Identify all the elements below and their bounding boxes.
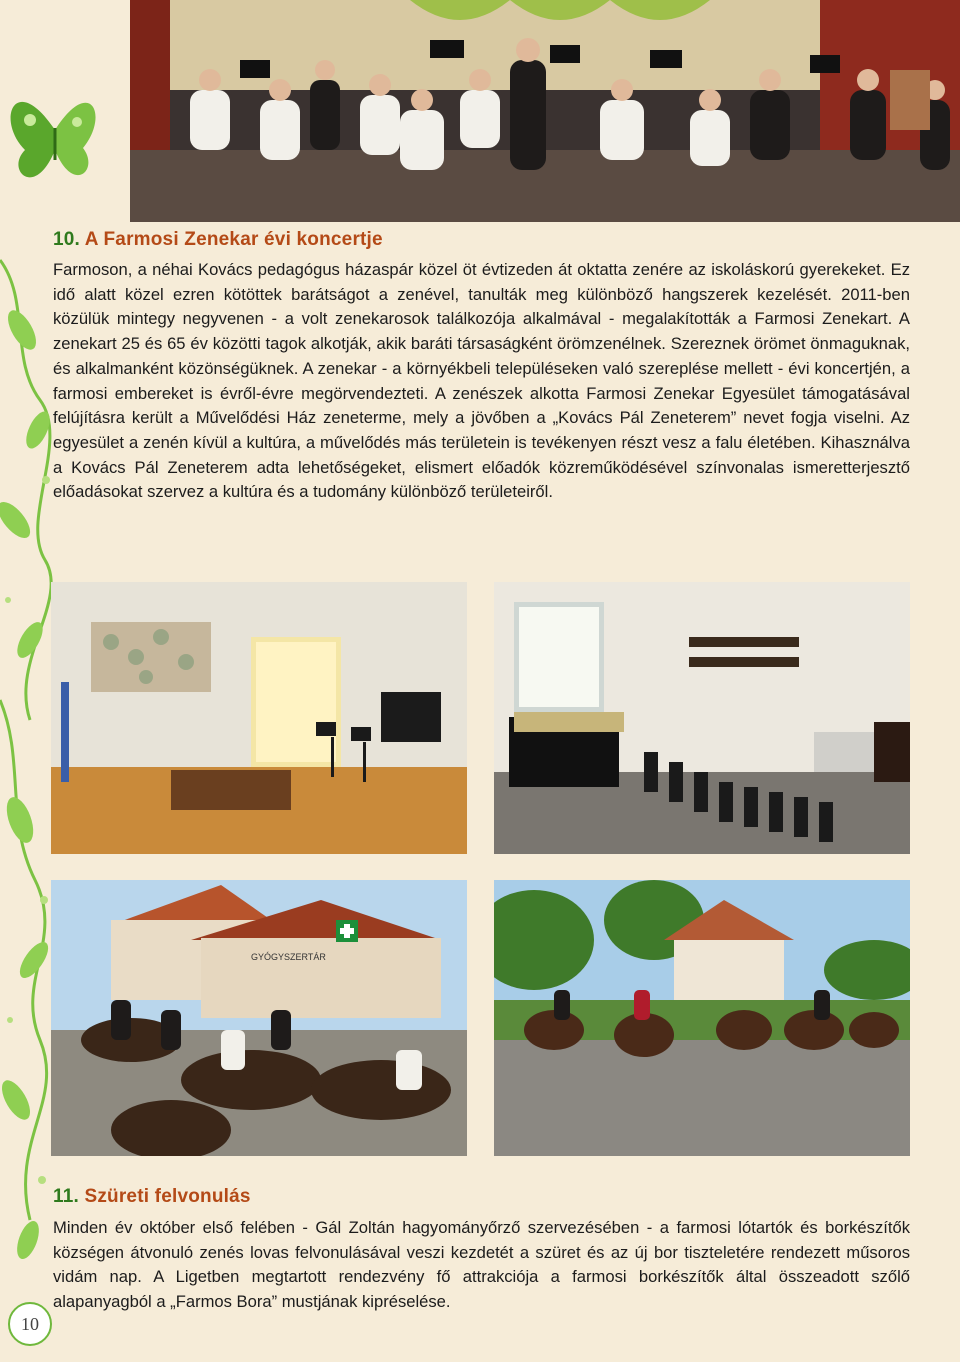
music-room-photo-2 [494,582,910,854]
section-11-heading: Szüreti felvonulás [84,1186,251,1207]
page-number: 10 [21,1313,39,1334]
music-room-photo-1 [51,582,467,854]
section-11-body: Minden év október első felében - Gál Zoltán hagyományőrző szervezésében - a farmosi lótartók és borkészítők községen átvonuló zenés lovas felvonulásával veszi kezdetét a szüret és az új bor tiszteletére rendezett műsoros vidám nap. A Ligetben megtartott rendezvény fő attrakciója a farmosi borkészítők által összeadott szőlő alapanyagból a „Farmos Bora” mustjának kipréselése. [53,1218,910,1312]
section-11-number: 11. [53,1186,79,1207]
section-10-heading: A Farmosi Zenekar évi koncertje [84,229,383,250]
section-11-title [53,1186,251,1208]
harvest-parade-photo-2 [494,880,910,1156]
page-number-badge [8,1302,52,1346]
section-10-title [53,229,383,251]
section-10-number: 10. [53,229,81,250]
orchestra-concert-photo [130,0,960,222]
section-10-body: Farmoson, a néhai Kovács pedagógus házaspár közel öt évtizeden át oktatta zenére az iskoláskorú gyerekeket. Ez idő alatt közel ezren kötöttek barátságot a zenével, tanulták meg különböző hangszerek kezelését. 2011-ben közülük mintegy negyvenen - a volt zenekarosok találkozója alkalmával - megalakították a Farmosi Zenekart. A zenekart 25 és 65 év közötti tagok alkotják, akik baráti társaságként örömzenélnek. Szereznek örömet önmaguknak, és alkalmanként közönségüknek. A zenekar - a környékbeli településeken való szereplése mellett - évi koncertjén, a farmosi embereket is évről-évre megörvendezteti. A zenészek alkotta Farmosi Zenekar Egyesület támogatásával felújításra került a Művelődési Ház zeneterme, mely a jövőben a „Kovács Pál Zeneterem” nevet fogja viselni. Az egyesület a zenén kívül a kultúra, a művelődés más területein is tevékenyen részt vesz a falu életében. Kihasználva a Kovács Pál Zeneterem adta lehetőségeket, elismert előadók közreműködésével színvonalas ismeretterjesztő előadásokat szervez a kultúra és a tudomány különböző területeiről. [53,260,910,502]
pharmacy-sign: GYÓGYSZERTÁR [251,952,326,962]
harvest-parade-photo-1 [51,880,467,1156]
